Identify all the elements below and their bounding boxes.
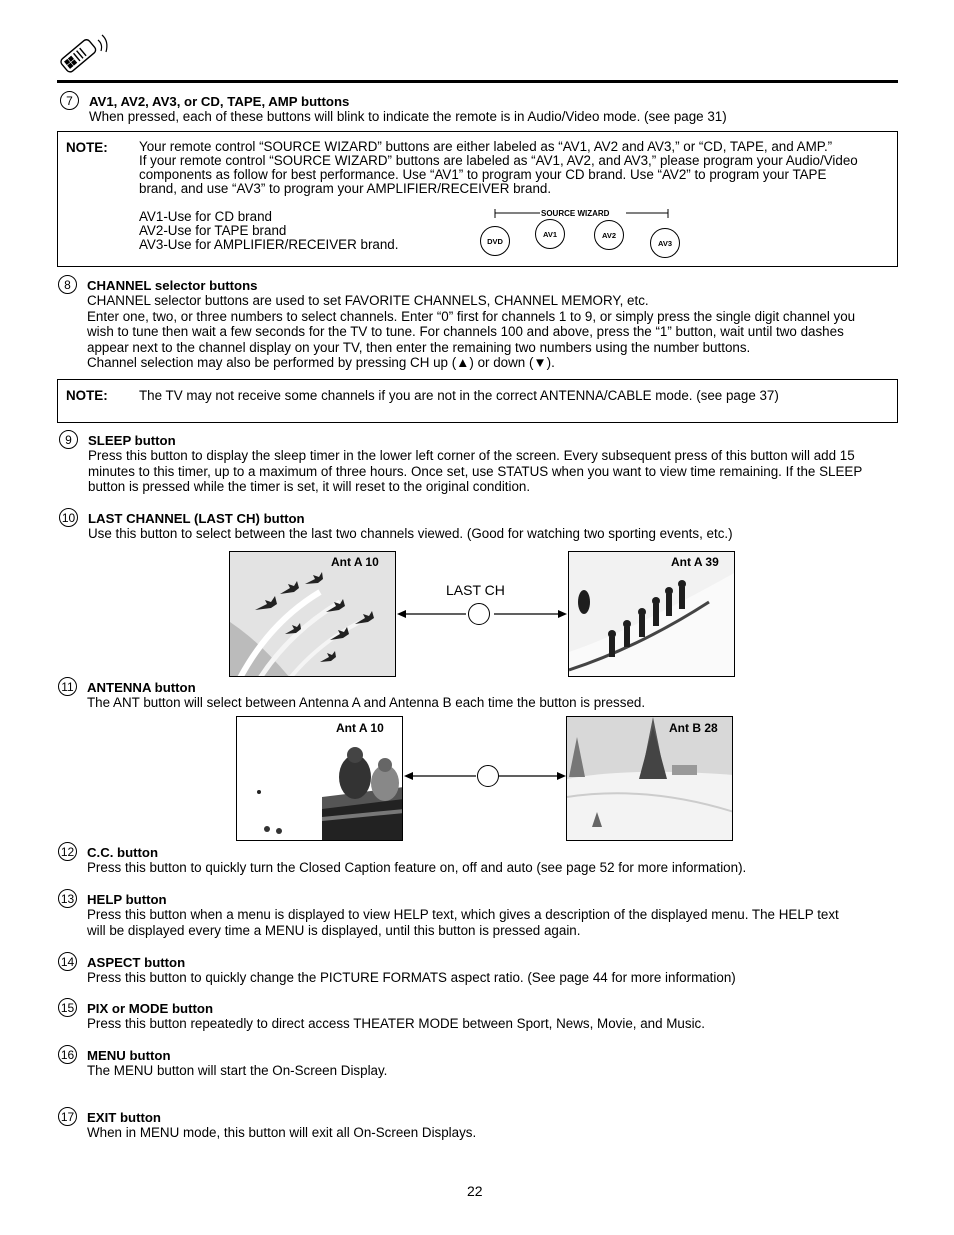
- last-ch-label: LAST CH: [446, 582, 505, 598]
- section-body-sleep: Press this button to display the sleep timer in the lower left corner of the screen. Every subsequent press of this button will add 15 minutes to this timer, up to a maximum of three hours. Once set, use STATUS when you want to view time remaining. If the SLEEP button is pressed while the timer is set, it will reset to the original condition.: [88, 448, 863, 495]
- section-body-aspect: Press this button to quickly change the PICTURE FORMATS aspect ratio. (See page 44 for more information): [87, 970, 736, 985]
- header-rule: [57, 80, 898, 83]
- section-body-cc: Press this button to quickly turn the Closed Caption feature on, off and auto (see page 52 for more information).: [87, 860, 747, 875]
- source-wizard-label: SOURCE WIZARD: [541, 209, 610, 218]
- tv-screen-planes: [229, 551, 396, 677]
- section-body-av-buttons: When pressed, each of these buttons will blink to indicate the remote is in Audio/Video mode. (see page 31): [89, 109, 727, 124]
- section-number-15: 15: [58, 998, 77, 1017]
- tv-screen-snow-landscape: [566, 716, 733, 841]
- note-brand-list: AV1-Use for CD brand AV2-Use for TAPE brand AV3-Use for AMPLIFIER/RECEIVER brand.: [139, 209, 399, 252]
- section-title-channel-selector: CHANNEL selector buttons: [87, 278, 258, 293]
- section-body-help: Press this button when a menu is displayed to view HELP text, which gives a description of the displayed menu. The HELP text will be displayed every time a MENU is displayed, until this button is pressed again.: [87, 907, 839, 938]
- section-number-9: 9: [59, 430, 78, 449]
- section-title-pix-mode: PIX or MODE button: [87, 1001, 214, 1016]
- section-title-cc: C.C. button: [87, 845, 159, 860]
- wizard-button-av3: AV3: [650, 228, 680, 258]
- section-title-av-buttons: AV1, AV2, AV3, or CD, TAPE, AMP buttons: [89, 94, 350, 109]
- section-title-sleep: SLEEP button: [88, 433, 176, 448]
- section-number-17: 17: [58, 1107, 77, 1126]
- note-label: NOTE:: [66, 140, 108, 155]
- channel-caption: Ant A 10: [336, 721, 384, 735]
- note-box-source-wizard: [57, 131, 898, 267]
- channel-caption: Ant A 39: [671, 555, 719, 569]
- channel-caption: Ant A 10: [331, 555, 379, 569]
- page-number: 22: [467, 1183, 483, 1199]
- tv-screen-couple: [236, 716, 403, 841]
- section-number-16: 16: [58, 1045, 77, 1064]
- wizard-button-av2: AV2: [594, 220, 624, 250]
- section-body-menu: The MENU button will start the On-Screen Display.: [87, 1063, 388, 1078]
- note-label: NOTE:: [66, 388, 108, 403]
- section-body-antenna: The ANT button will select between Antenna A and Antenna B each time the button is pressed.: [87, 695, 646, 710]
- section-title-exit: EXIT button: [87, 1110, 161, 1125]
- section-title-help: HELP button: [87, 892, 167, 907]
- note-box-antenna-cable: [57, 379, 898, 423]
- section-title-last-channel: LAST CHANNEL (LAST CH) button: [88, 511, 305, 526]
- wizard-button-dvd: DVD: [480, 226, 510, 256]
- remote-control-icon: [54, 28, 110, 78]
- wizard-button-av1: AV1: [535, 219, 565, 249]
- section-title-menu: MENU button: [87, 1048, 171, 1063]
- section-number-8: 8: [58, 275, 77, 294]
- note-body: The TV may not receive some channels if you are not in the correct ANTENNA/CABLE mode. (see page 37): [139, 388, 779, 403]
- section-number-7: 7: [60, 91, 79, 110]
- antenna-button: [477, 765, 499, 787]
- section-number-12: 12: [58, 842, 77, 861]
- note-body: Your remote control “SOURCE WIZARD” buttons are either labeled as “AV1, AV2 and AV3,” or “CD, TAPE, and AMP.” If your remote control “SOURCE WIZARD” buttons are labeled as “AV1, AV2, and AV3,” please program your Audio/Video components as follow for best performance. Use “AV1” to program your CD brand. Use “AV2” to program your TAPE brand, and use “AV3” to program your AMPLIFIER/RECEIVER brand.: [139, 139, 858, 196]
- section-body-last-channel: Use this button to select between the last two channels viewed. (Good for watching two sporting events, etc.): [88, 526, 733, 541]
- section-number-11: 11: [58, 677, 77, 696]
- section-title-antenna: ANTENNA button: [87, 680, 196, 695]
- source-wizard-diagram: [478, 204, 718, 264]
- section-title-aspect: ASPECT button: [87, 955, 186, 970]
- section-body-channel-selector: CHANNEL selector buttons are used to set FAVORITE CHANNELS, CHANNEL MEMORY, etc. Enter one, two, or three numbers to select channels. Enter “0” first for channels 1 to 9, or simply press the single digit channel you wish to tune then wait a few seconds for the TV to tune. For channels 100 and above, press the “1” button, wait until two dashes appear next to the channel display on your TV, then enter the remaining two numbers using the number buttons. Channel selection may also be performed by pressing CH up (▲) or down (▼).: [87, 293, 856, 371]
- tv-screen-skiers: [568, 551, 735, 677]
- section-body-pix-mode: Press this button repeatedly to direct access THEATER MODE between Sport, News, Movie, and Music.: [87, 1016, 705, 1031]
- section-body-exit: When in MENU mode, this button will exit all On-Screen Displays.: [87, 1125, 477, 1140]
- section-number-10: 10: [59, 508, 78, 527]
- last-ch-button: [468, 603, 490, 625]
- section-number-14: 14: [58, 952, 77, 971]
- section-number-13: 13: [58, 889, 77, 908]
- channel-caption: Ant B 28: [669, 721, 718, 735]
